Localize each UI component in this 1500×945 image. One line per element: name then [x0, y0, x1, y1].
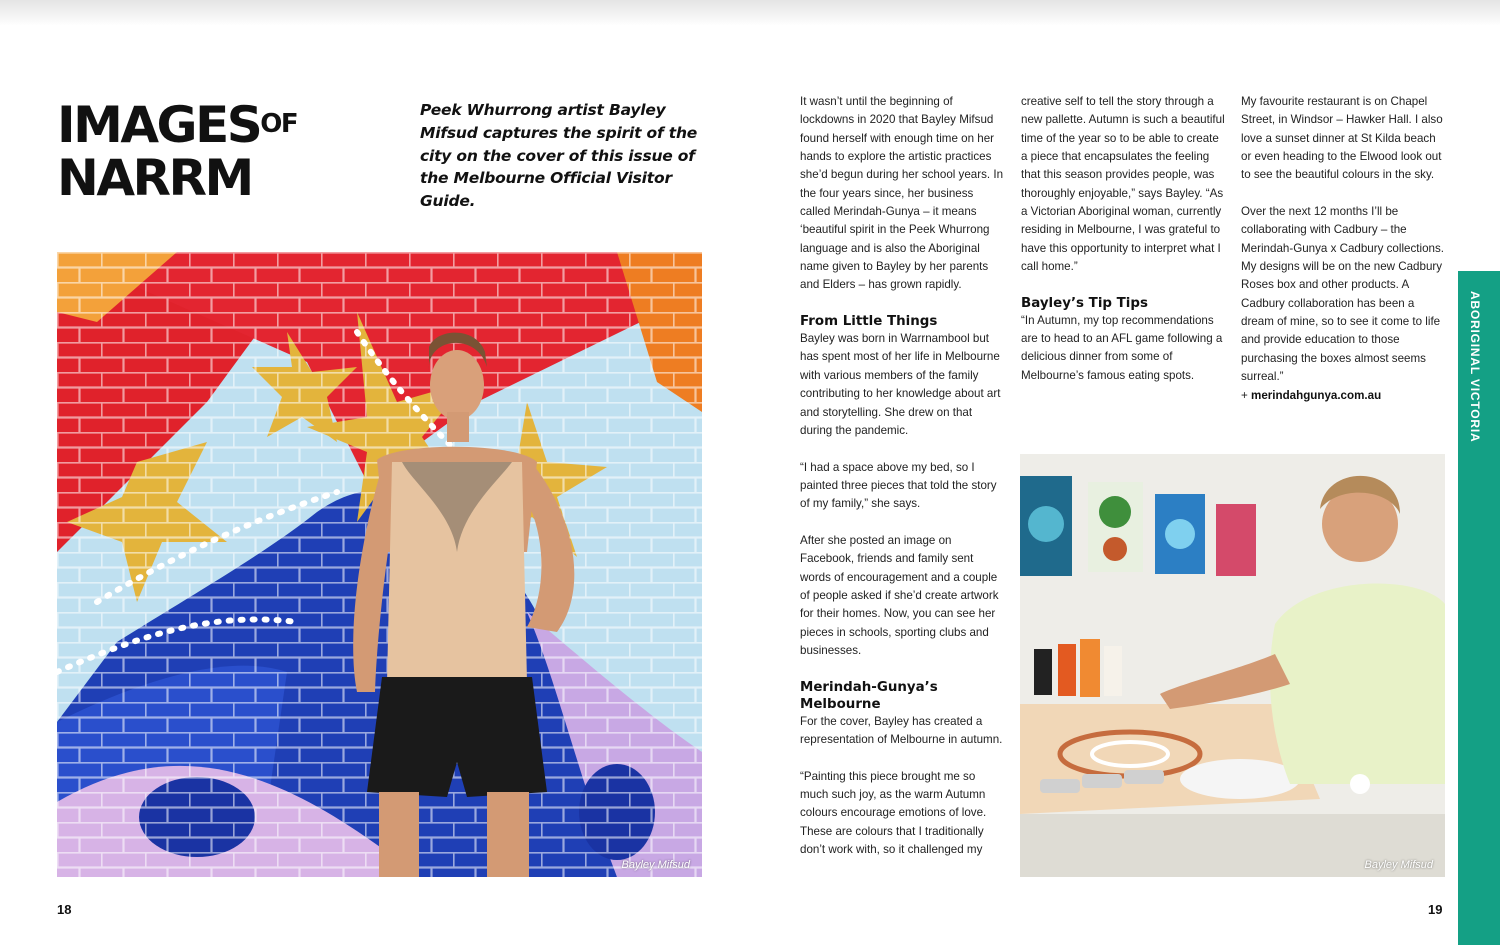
paragraph: “Painting this piece brought me so much such joy, as the warm Autumn colours encourage emotions of love. These are colours that I traditionally don’t work with, so it challenged my	[800, 769, 987, 857]
paragraph: Over the next 12 months I’ll be collaborating with Cadbury – the Merindah-Gunya x Cadbury collections. My designs will be on the new Cadbury Roses box and other products. A Cadbury collaboration has been a dream of mine, so to see it come to life and provide education to those purchasing the boxes almost seems surreal.”	[1241, 205, 1444, 384]
website-line	[1241, 387, 1447, 405]
artist-mural-photo	[57, 252, 702, 877]
article-column-2	[1021, 93, 1227, 404]
standfirst: Peek Whurrong artist Bayley Mifsud captures the spirit of the city on the cover of this issue of the Melbourne Official Visitor Guide.	[420, 101, 698, 211]
subheading-bayleys-tip-tips: Bayley’s Tip Tips	[1021, 295, 1148, 311]
photo-caption-right: Bayley Mifsud	[1364, 859, 1433, 871]
paragraph: After she posted an image on Facebook, friends and family sent words of encouragement and a couple of people asked if she’d create artwork for their homes. Now, you can see her pieces in schools, sporting clubs and businesses.	[800, 533, 999, 657]
artist-painting-photo	[1020, 454, 1445, 877]
photo-caption-left: Bayley Mifsud	[621, 859, 690, 871]
paragraph: “I had a space above my bed, so I painted three pieces that told the story of my family,” she says.	[800, 460, 997, 511]
article-column-1	[800, 93, 1006, 878]
studio-illustration	[1020, 454, 1445, 877]
headline	[57, 98, 387, 205]
page-number-left: 18	[57, 902, 72, 917]
mural-illustration	[57, 252, 702, 877]
paragraph: For the cover, Bayley has created a representation of Melbourne in autumn.	[800, 714, 1003, 746]
link-prefix: +	[1241, 388, 1248, 402]
section-tab-label: ABORIGINAL VICTORIA	[1468, 291, 1482, 443]
paragraph: My favourite restaurant is on Chapel Street, in Windsor – Hawker Hall. I also love a sunset dinner at St Kilda beach or even heading to the Elwood look out to see the beautiful colours in the sky.	[1241, 95, 1443, 182]
article-column-3	[1241, 93, 1447, 423]
subheading-from-little-things: From Little Things	[800, 314, 938, 330]
section-tab	[1458, 271, 1500, 945]
paragraph: Bayley was born in Warrnambool but has spent most of her life in Melbourne with various members of the family contributing to her knowledge about art and storytelling. She drew on that during the pandemic.	[800, 332, 1001, 437]
headline-line1: IMAGES	[57, 96, 261, 154]
subheading-merindah-gunyas-melbourne: Merindah-Gunya’s Melbourne	[800, 679, 938, 712]
headline-of: OF	[260, 109, 298, 139]
paragraph: It wasn’t until the beginning of lockdowns in 2020 that Bayley Mifsud found herself with enough time on her hands to explore the artistic practices she’d begun during her school years. In the four years since, her business called Merindah-Gunya – it means ‘beautiful spirit in the Peek Whurrong language and is also the Aboriginal name given to Bayley by her parents and Elders – has grown rapidly.	[800, 95, 1004, 292]
paragraph: “In Autumn, my top recommendations are to head to an AFL game following a delicious dinner from some of Melbourne’s famous eating spots.	[1021, 313, 1223, 382]
website-link[interactable]: merindahgunya.com.au	[1251, 388, 1382, 402]
top-edge-shadow	[0, 0, 1500, 26]
page-number-right: 19	[1428, 902, 1443, 917]
headline-line2: NARRM	[57, 149, 252, 207]
paragraph: creative self to tell the story through a new pallette. Autumn is such a beautiful time of the year so to be able to create a piece that encapsulates the feeling that this season provides people, was thoroughly enjoyable,” says Bayley. “As a Victorian Aboriginal woman, currently residing in Melbourne, I was grateful to have this opportunity to interpret what I call home.”	[1021, 95, 1225, 274]
